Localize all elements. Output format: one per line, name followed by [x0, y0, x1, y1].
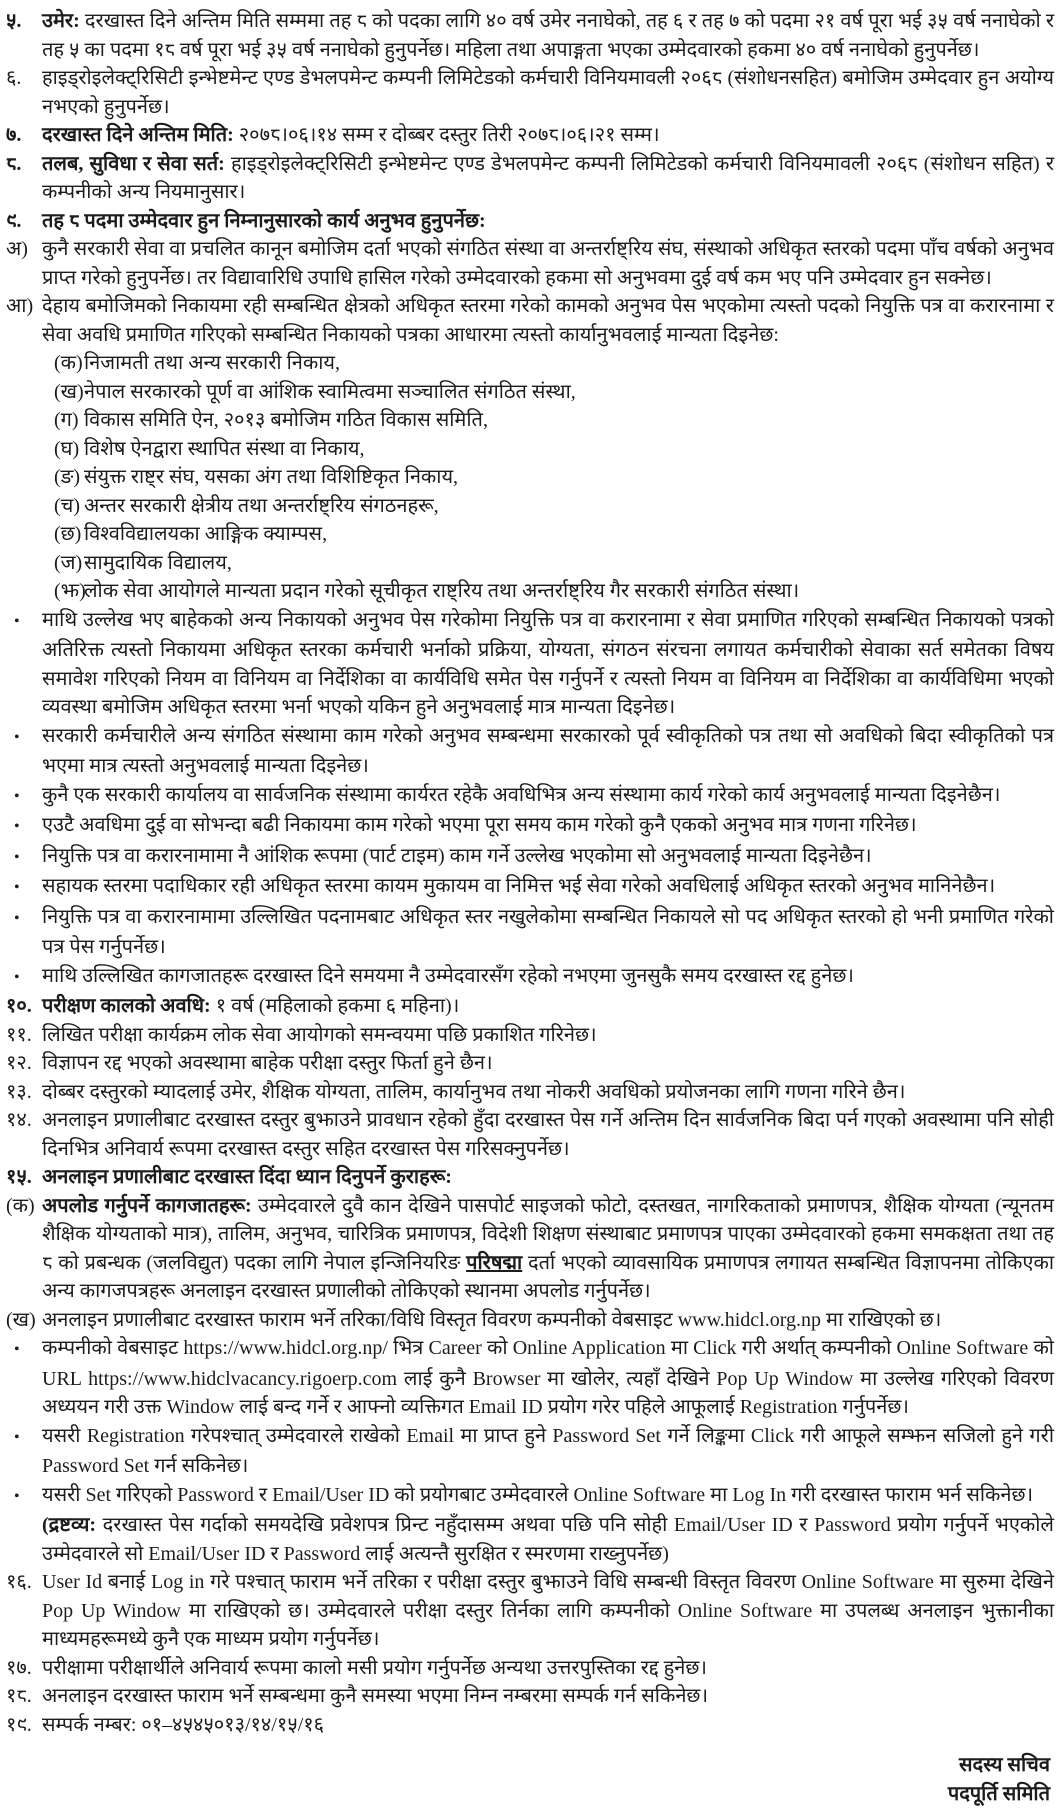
item-heading: उमेर:: [42, 10, 80, 32]
item-marker: १०.: [6, 992, 42, 1021]
item-marker: (ख): [54, 378, 84, 407]
item-marker: (घ): [54, 435, 84, 464]
item-marker: •: [14, 1424, 42, 1453]
item-text: सम्पर्क नम्बर: ०१–४५४५०१३/१४/१५/१६: [42, 1714, 324, 1736]
bullet-item: [6, 606, 1054, 722]
numbered-item: [6, 121, 1054, 150]
item-text: २०७८।०६।१४ सम्म र दोब्बर दस्तुर तिरी २०७८।०६।२१ सम्म।: [234, 124, 660, 146]
item-marker: (ङ): [54, 463, 84, 492]
item-marker: •: [14, 964, 42, 993]
emphasized-text: परिषद्मा: [466, 1252, 522, 1274]
item-marker: (झ): [54, 577, 84, 606]
numbered-item: [6, 7, 1054, 64]
bullet-item: [6, 1481, 1054, 1512]
lettered-item: [6, 1306, 1054, 1335]
numbered-item: [6, 1021, 1054, 1050]
item-marker: (क): [6, 1192, 42, 1221]
item-marker: १६.: [6, 1568, 42, 1597]
item-text: कुनै एक सरकारी कार्यालय वा सार्वजनिक संस्थामा कार्यरत रहेकै अवधिभित्र अन्य संस्थामा कार्य गरेको कार्य अनुभवलाई मान्यता दिइनेछैन।: [42, 784, 1000, 806]
numbered-item: [6, 1682, 1054, 1711]
item-text: हाइड्रोइलेक्ट्रिसिटी इन्भेष्टमेन्ट एण्ड डेभलपमेन्ट कम्पनी लिमिटेडको कर्मचारी विनियमावली २०६८ (संशोधन सहित) र कम्पनीको अन्य नियमानुसार।: [42, 153, 1054, 204]
numbered-item: [6, 1163, 1054, 1192]
org-list-item: [6, 435, 1054, 464]
item-text: कम्पनीको वेबसाइट https://www.hidcl.org.np/ भित्र Career को Online Application मा Click गरी अर्थात् कम्पनीको Online Software को URL https://www.hidclvacancy.rigoerp.com लाई कुनै Browser मा खोलेर, त्यहाँ देखिने Pop Up Window मा उल्लेख गरिएको विवरण अध्ययन गरी उक्त Window लाई बन्द गर्ने र आफ्नो व्यक्तिगत Email ID प्रयोग गरेर पहिले आफूलाई Registration गर्नुपर्नेछ।: [42, 1337, 1054, 1418]
item-text: यसरी Set गरिएको Password र Email/User ID को प्रयोगबाट उम्मेदवारले Online Software मा Log In गरी दरखास्त फाराम भर्न सकिनेछ।: [42, 1484, 1033, 1506]
item-marker: १३.: [6, 1078, 42, 1107]
item-text: दरखास्त दिने अन्तिम मिति सम्ममा तह ८ को पदका लागि ४० वर्ष उमेर ननाघेको, तह ६ र तह ७ को पदमा २१ वर्ष पूरा भई ३५ वर्ष ननाघेको र तह ५ का पदमा १८ वर्ष पूरा भई ३५ वर्ष ननाघेको हुनुपर्नेछ। महिला तथा अपाङ्गता भएका उम्मेदवारको हकमा ४० वर्ष ननाघेको हुनुपर्नेछ।: [42, 10, 1054, 61]
item-marker: (च): [54, 492, 84, 521]
item-text: परीक्षामा परीक्षार्थीले अनिवार्य रूपमा कालो मसी प्रयोग गर्नुपर्नेछ अन्यथा उत्तरपुस्तिका रद्द हुनेछ।: [42, 1657, 707, 1679]
lettered-item: [6, 292, 1054, 349]
item-marker: १९.: [6, 1711, 42, 1740]
org-list-item: [6, 378, 1054, 407]
org-list-item: [6, 349, 1054, 378]
item-marker: •: [14, 1336, 42, 1365]
item-text: सहायक स्तरमा पदाधिकार रही अधिकृत स्तरमा कायम मुकायम वा निमित्त भई सेवा गरेको अवधिलाई अधिकृत स्तरको अनुभव मानिनेछैन।: [42, 875, 995, 897]
item-marker: •: [14, 783, 42, 812]
item-heading: परीक्षण कालको अवधि:: [42, 995, 211, 1017]
item-marker: (ख): [6, 1306, 42, 1335]
item-marker: •: [14, 844, 42, 873]
item-heading: तह ८ पदमा उम्मेदवार हुन निम्नानुसारको कार्य अनुभव हुनुपर्नेछ:: [42, 210, 486, 232]
item-text: विकास समिति ऐन, २०१३ बमोजिम गठित विकास समिति,: [84, 409, 488, 431]
item-text: अनलाइन प्रणालीबाट दरखास्त दस्तुर बुझाउने प्रावधान रहेको हुँदा दरखास्त पेस गर्ने अन्तिम दिन सार्वजनिक बिदा पर्न गएको अवस्थामा पनि सोही दिनभित्र अनिवार्य रूपमा दरखास्त दस्तुर सहित दरखास्त पेस गरिसक्नुपर्नेछ।: [42, 1109, 1054, 1160]
item-marker: (क): [54, 349, 84, 378]
org-list-item: [6, 549, 1054, 578]
bullet-item: [6, 903, 1054, 962]
numbered-item: [6, 150, 1054, 207]
item-text: नियुक्ति पत्र वा करारनामामा नै आंशिक रूपमा (पार्ट टाइम) काम गर्ने उल्लेख भएकोमा सो अनुभवलाई मान्यता दिइनेछैन।: [42, 845, 872, 867]
item-marker: १५.: [6, 1163, 42, 1192]
item-text: दरखास्त पेस गर्दाको समयदेखि प्रवेशपत्र प्रिन्ट नहुँदासम्म अथवा पछि पनि सोही Email/User ID र Password प्रयोग गर्नुपर्ने भएकोले उम्मेदवारले सो Email/User ID र Password लाई अत्यन्तै सुरक्षित र स्मरणमा राख्नुपर्नेछ): [42, 1514, 1054, 1565]
item-text: देहाय बमोजिमको निकायमा रही सम्बन्धित क्षेत्रको अधिकृत स्तरमा गरेको कामको अनुभव पेस भएकोमा त्यस्तो पदको नियुक्ति पत्र वा करारनामा र सेवा अवधि प्रमाणित गरिएको सम्बन्धित निकायको पत्रका आधारमा त्यस्तो कार्यानुभवलाई मान्यता दिइनेछ:: [42, 295, 1054, 346]
item-text: दर्ता भएको व्यावसायिक प्रमाणपत्र लगायत सम्बन्धित विज्ञापनमा तोकिएका अन्य कागजपत्रहरू अनलाइन दरखास्त प्रणालीको तोकिएको स्थानमा अपलोड गर्नुपर्नेछ।: [42, 1252, 1054, 1303]
numbered-item: [6, 1568, 1054, 1654]
item-marker: १४.: [6, 1106, 42, 1135]
org-list-item: [6, 463, 1054, 492]
item-marker: •: [14, 724, 42, 753]
item-text: नियुक्ति पत्र वा करारनामामा उल्लिखित पदनामबाट अधिकृत स्तर नखुलेकोमा सम्बन्धित निकायले सो पद अधिकृत स्तरको हो भनी प्रमाणित गरेको पत्र पेस गर्नुपर्नेछ।: [42, 906, 1054, 959]
note-item: [6, 1511, 1054, 1568]
item-text: हाइड्रोइलेक्ट्रिसिटी इन्भेष्टमेन्ट एण्ड डेभलपमेन्ट कम्पनी लिमिटेडको कर्मचारी विनियमावली २०६८ (संशोधनसहित) बमोजिम उम्मेदवार हुन अयोग्य नभएको हुनुपर्नेछ।: [42, 67, 1054, 118]
item-text: दोब्बर दस्तुरको म्यादलाई उमेर, शैक्षिक योग्यता, तालिम, कार्यानुभव तथा नोकरी अवधिको प्रयोजनका लागि गणना गरिने छैन।: [42, 1081, 905, 1103]
numbered-item: [6, 1078, 1054, 1107]
numbered-item: [6, 992, 1054, 1021]
item-marker: ९.: [6, 207, 42, 236]
item-heading: (द्रष्टव्य:: [42, 1514, 96, 1536]
item-text: माथि उल्लिखित कागजातहरू दरखास्त दिने समयमा नै उम्मेदवारसँग रहेको नभएमा जुनसुकै समय दरखास्त रद्द हुनेछ।: [42, 965, 854, 987]
item-text: अनलाइन दरखास्त फाराम भर्ने सम्बन्धमा कुनै समस्या भएमा निम्न नम्बरमा सम्पर्क गर्न सकिनेछ।: [42, 1685, 708, 1707]
item-text: सरकारी कर्मचारीले अन्य संगठित संस्थामा काम गरेको अनुभव सम्बन्धमा सरकारको पूर्व स्वीकृतिको पत्र तथा सो अवधिको बिदा स्वीकृतिको पत्र भएमा मात्र त्यस्तो अनुभवलाई मान्यता दिइनेछ।: [42, 725, 1054, 778]
bullet-item: [6, 872, 1054, 903]
numbered-item: [6, 1711, 1054, 1740]
item-marker: आ): [6, 292, 42, 321]
item-text: अनलाइन प्रणालीबाट दरखास्त फाराम भर्ने तरिका/विधि विस्तृत विवरण कम्पनीको वेबसाइट www.hidcl.org.np मा राखिएको छ।: [42, 1309, 941, 1331]
item-text: संयुक्त राष्ट्र संघ, यसका अंग तथा विशिष्टिकृत निकाय,: [84, 466, 458, 488]
bullet-item: [6, 781, 1054, 812]
item-marker: १७.: [6, 1654, 42, 1683]
item-text: उम्मेदवारले दुवै कान देखिने पासपोर्ट साइजको फोटो, दस्तखत, नागरिकताको प्रमाणपत्र, शैक्षिक योग्यता (न्यूनतम शैक्षिक योग्यताको मात्र), तालिम, अनुभव, चारित्रिक प्रमाणपत्र, विदेशी शिक्षण संस्थाबाट प्रमाणपत्र पाएका उम्मेदवारको हकमा समकक्षता तथा तह ८ को प्रबन्धक (जलविद्युत) पदका लागि नेपाल इन्जिनियरिङ: [42, 1195, 1054, 1274]
item-marker: अ): [6, 235, 42, 264]
item-marker: ११.: [6, 1021, 42, 1050]
numbered-item: [6, 64, 1054, 121]
item-text: एउटै अवधिमा दुई वा सोभन्दा बढी निकायमा काम गरेको भएमा पूरा समय काम गरेको कुनै एकको अनुभव मात्र गणना गरिनेछ।: [42, 814, 917, 836]
item-marker: ५.: [6, 7, 42, 36]
item-marker: (ग): [54, 406, 84, 435]
item-text: कुनै सरकारी सेवा वा प्रचलित कानून बमोजिम दर्ता भएको संगठित संस्था वा अन्तर्राष्ट्रिय संघ, संस्थाको अधिकृत स्तरको पदमा पाँच वर्षको अनुभव प्राप्त गरेको हुनुपर्नेछ। तर विद्यावारिधि उपाधि हासिल गरेको उम्मेदवारको हकमा सो अनुभवमा दुई वर्ष कम भए पनि उम्मेदवार हुन सक्नेछ।: [42, 238, 1054, 289]
org-list-item: [6, 406, 1054, 435]
numbered-item: [6, 207, 1054, 236]
org-list-item: [6, 492, 1054, 521]
item-marker: ७.: [6, 121, 42, 150]
item-heading: अनलाइन प्रणालीबाट दरखास्त दिंदा ध्यान दिनुपर्ने कुराहरू:: [42, 1166, 452, 1188]
item-marker: (ज): [54, 549, 84, 578]
bullet-item: [6, 1334, 1054, 1422]
signature-block: [6, 1751, 1054, 1808]
item-marker: १८.: [6, 1682, 42, 1711]
item-text: लोक सेवा आयोगले मान्यता प्रदान गरेको सूचीकृत राष्ट्रिय तथा अन्तर्राष्ट्रिय गैर सरकारी संगठित संस्था।: [84, 580, 799, 602]
org-list-item: [6, 577, 1054, 606]
item-text: विशेष ऐनद्वारा स्थापित संस्था वा निकाय,: [84, 438, 365, 460]
bullet-item: [6, 722, 1054, 781]
numbered-item: [6, 1106, 1054, 1163]
item-marker: ८.: [6, 150, 42, 179]
signature-committee: पदपूर्ति समिति: [6, 1780, 1050, 1808]
item-text: विश्वविद्यालयका आङ्गिक क्याम्पस,: [84, 523, 327, 545]
item-marker: ६.: [6, 64, 42, 93]
org-list-item: [6, 520, 1054, 549]
item-text: यसरी Registration गरेपश्चात् उम्मेदवारले राखेको Email मा प्राप्त हुने Password Set गर्ने लिङ्कमा Click गरी आफूले सम्झन सजिलो हुने गरी Password Set गर्न सकिनेछ।: [42, 1425, 1054, 1478]
numbered-item: [6, 1654, 1054, 1683]
item-heading: तलब, सुविधा र सेवा सर्त:: [42, 153, 225, 175]
item-text: लिखित परीक्षा कार्यक्रम लोक सेवा आयोगको समन्वयमा पछि प्रकाशित गरिनेछ।: [42, 1024, 597, 1046]
numbered-item: [6, 1049, 1054, 1078]
bullet-item: [6, 811, 1054, 842]
item-marker: (छ): [54, 520, 84, 549]
bullet-item: [6, 1422, 1054, 1481]
notice-body: [6, 7, 1054, 1739]
bullet-item: [6, 962, 1054, 993]
signature-title: सदस्य सचिव: [6, 1751, 1050, 1780]
item-marker: •: [14, 1483, 42, 1512]
item-text: नेपाल सरकारको पूर्ण वा आंशिक स्वामित्वमा सञ्चालित संगठित संस्था,: [84, 381, 576, 403]
item-heading: अपलोड गर्नुपर्ने कागजातहरू:: [42, 1195, 252, 1217]
item-marker: •: [14, 874, 42, 903]
item-text: अन्तर सरकारी क्षेत्रीय तथा अन्तर्राष्ट्रिय संगठनहरू,: [84, 495, 439, 517]
item-marker: १२.: [6, 1049, 42, 1078]
item-text: १ वर्ष (महिलाको हकमा ६ महिना)।: [211, 995, 460, 1017]
item-marker: •: [14, 813, 42, 842]
lettered-item: [6, 1192, 1054, 1306]
lettered-item: [6, 235, 1054, 292]
item-text: सामुदायिक विद्यालय,: [84, 552, 232, 574]
item-heading: दरखास्त दिने अन्तिम मिति:: [42, 124, 234, 146]
item-marker: •: [14, 608, 42, 637]
bullet-item: [6, 842, 1054, 873]
item-text: माथि उल्लेख भए बाहेकको अन्य निकायको अनुभव पेस गरेकोमा नियुक्ति पत्र वा करारनामा र सेवा प्रमाणित गरिएको सम्बन्धित निकायको पत्रको अतिरिक्त त्यस्तो निकायमा अधिकृत स्तरका कर्मचारी भर्नाको प्रक्रिया, योग्यता, संगठन संरचना लगायत कर्मचारीको सेवाका सर्त समेतका विषय समावेश गरिएको नियम वा विनियम वा निर्देशिका वा कार्यविधि समेत पेस गर्नुपर्ने र त्यस्तो नियम वा विनियम वा निर्देशिका वा कार्यविधिमा भएको व्यवस्था बमोजिम अधिकृत स्तरमा भर्ना भएको यकिन हुने अनुभवलाई मात्र मान्यता दिइनेछ।: [42, 609, 1054, 719]
item-text: User Id बनाई Log in गरे पश्चात् फाराम भर्ने तरिका र परीक्षा दस्तुर बुझाउने विधि सम्बन्धी विस्तृत विवरण Online Software मा सुरुमा देखिने Pop Up Window मा राखिएको छ। उम्मेदवारले परीक्षा दस्तुर तिर्नका लागि कम्पनीको Online Software मा उपलब्ध अनलाइन भुक्तानीका माध्यमहरूमध्ये कुनै एक माध्यम प्रयोग गर्नुपर्नेछ।: [42, 1571, 1054, 1650]
item-marker: •: [14, 905, 42, 934]
item-text: विज्ञापन रद्द भएको अवस्थामा बाहेक परीक्षा दस्तुर फिर्ता हुने छैन।: [42, 1052, 493, 1074]
item-text: निजामती तथा अन्य सरकारी निकाय,: [84, 352, 340, 374]
